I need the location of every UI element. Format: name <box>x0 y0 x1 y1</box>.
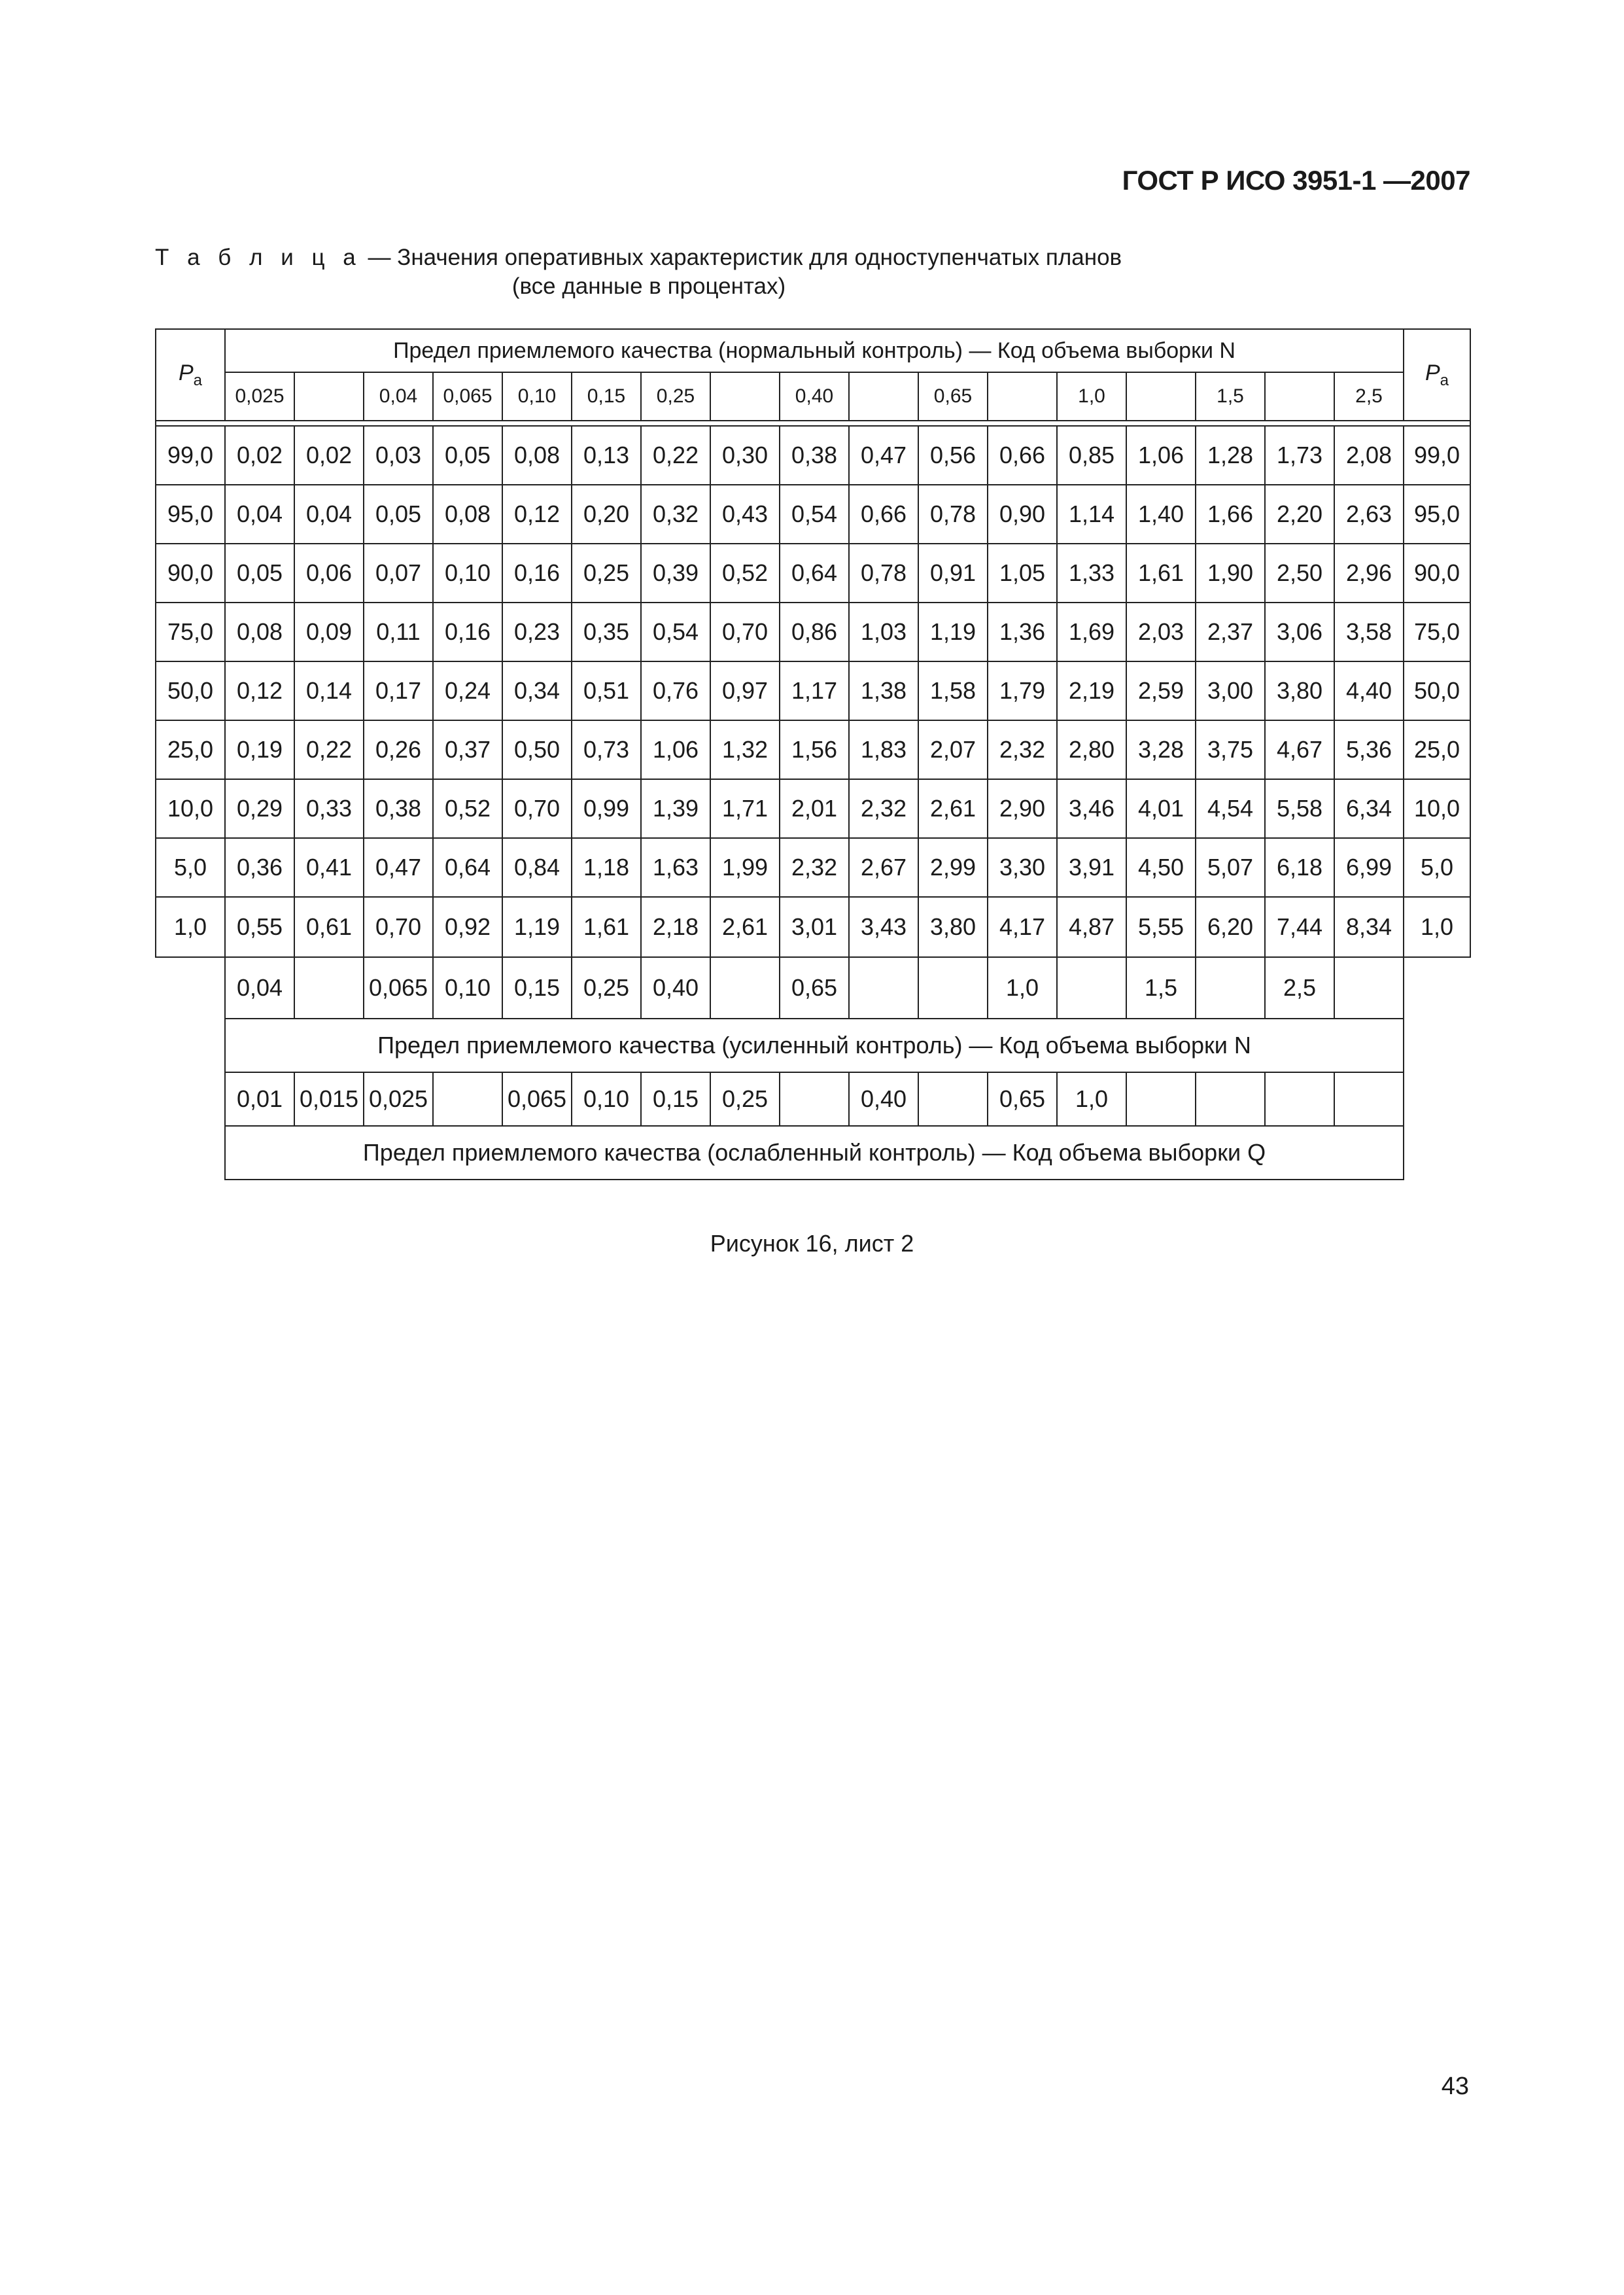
table-cell: 4,87 <box>1057 897 1126 957</box>
table-cell: 2,32 <box>849 779 918 838</box>
pa-cell-left: 5,0 <box>156 838 225 897</box>
table-cell: 0,37 <box>433 720 502 779</box>
table-cell: 1,19 <box>918 603 988 661</box>
table-cell: 1,14 <box>1057 485 1126 544</box>
tightened-inspection-title: Предел приемлемого качества (усиленный контроль) — Код объема выборки N <box>225 1019 1404 1072</box>
reduced-aql-cell: 0,15 <box>641 1072 710 1126</box>
tightened-aql-cell <box>710 957 780 1019</box>
table-cell: 0,54 <box>780 485 849 544</box>
header-row-normal-title <box>156 329 1470 372</box>
table-cell: 0,39 <box>641 544 710 603</box>
table-cell: 1,06 <box>1126 426 1196 485</box>
table-cell: 0,13 <box>572 426 641 485</box>
table-cell: 0,05 <box>364 485 433 544</box>
table-cell: 0,26 <box>364 720 433 779</box>
reduced-inspection-title: Предел приемлемого качества (ослабленный контроль) — Код объема выборки Q <box>225 1126 1404 1180</box>
pa-cell-right: 10,0 <box>1404 779 1470 838</box>
table-cell: 1,36 <box>988 603 1057 661</box>
table-cell: 0,78 <box>849 544 918 603</box>
table-cell: 4,01 <box>1126 779 1196 838</box>
table-cell: 0,78 <box>918 485 988 544</box>
reduced-aql-cell <box>780 1072 849 1126</box>
table-cell: 0,25 <box>572 544 641 603</box>
reduced-aql-cell: 1,0 <box>1057 1072 1126 1126</box>
table-cell: 0,20 <box>572 485 641 544</box>
caption-title: — Значения оперативных характеристик для одноступенчатых планов <box>361 245 1122 270</box>
table-cell: 3,00 <box>1196 661 1265 720</box>
normal-aql-cell <box>1265 372 1334 421</box>
table-cell: 6,20 <box>1196 897 1265 957</box>
pa-cell-right: 90,0 <box>1404 544 1470 603</box>
table-cell: 0,84 <box>502 838 572 897</box>
reduced-aql-cell <box>1334 1072 1404 1126</box>
normal-aql-cell: 0,15 <box>572 372 641 421</box>
reduced-aql-cell: 0,01 <box>225 1072 294 1126</box>
table-cell: 0,52 <box>433 779 502 838</box>
table-cell: 3,80 <box>1265 661 1334 720</box>
table-cell: 0,22 <box>294 720 364 779</box>
reduced-aql-row <box>156 1072 1470 1126</box>
table-cell: 0,73 <box>572 720 641 779</box>
table-cell: 0,05 <box>433 426 502 485</box>
table-cell: 5,36 <box>1334 720 1404 779</box>
table-row <box>156 838 1470 897</box>
table-cell: 5,55 <box>1126 897 1196 957</box>
table-row <box>156 603 1470 661</box>
table-cell: 2,61 <box>918 779 988 838</box>
table-cell: 0,70 <box>502 779 572 838</box>
table-cell: 0,56 <box>918 426 988 485</box>
table-cell: 1,32 <box>710 720 780 779</box>
table-cell: 0,55 <box>225 897 294 957</box>
table-cell: 1,56 <box>780 720 849 779</box>
table-cell: 0,64 <box>433 838 502 897</box>
table-cell: 2,90 <box>988 779 1057 838</box>
table-cell: 0,66 <box>988 426 1057 485</box>
table-cell: 0,99 <box>572 779 641 838</box>
table-caption <box>155 243 1143 301</box>
table-cell: 2,67 <box>849 838 918 897</box>
table-cell: 4,40 <box>1334 661 1404 720</box>
table-cell: 0,32 <box>641 485 710 544</box>
header-gap-cell <box>156 421 1470 426</box>
table-cell: 0,12 <box>502 485 572 544</box>
tightened-title-spacer-right <box>1404 1019 1470 1072</box>
table-cell: 3,28 <box>1126 720 1196 779</box>
reduced-aql-cell <box>918 1072 988 1126</box>
table-cell: 0,04 <box>225 485 294 544</box>
table-cell: 4,17 <box>988 897 1057 957</box>
table-cell: 0,19 <box>225 720 294 779</box>
normal-aql-cell <box>294 372 364 421</box>
table-cell: 0,86 <box>780 603 849 661</box>
table-cell: 2,20 <box>1265 485 1334 544</box>
normal-aql-cell <box>849 372 918 421</box>
table-cell: 2,96 <box>1334 544 1404 603</box>
table-cell: 2,32 <box>780 838 849 897</box>
table-cell: 0,23 <box>502 603 572 661</box>
table-row <box>156 720 1470 779</box>
table-cell: 1,19 <box>502 897 572 957</box>
table-cell: 0,24 <box>433 661 502 720</box>
normal-aql-cell: 0,10 <box>502 372 572 421</box>
pa-cell-left: 10,0 <box>156 779 225 838</box>
table-cell: 2,19 <box>1057 661 1126 720</box>
pa-cell-left: 90,0 <box>156 544 225 603</box>
reduced-title-row <box>156 1126 1470 1180</box>
tightened-aql-cell <box>918 957 988 1019</box>
figure-caption: Рисунок 16, лист 2 <box>710 1230 914 1257</box>
table-cell: 0,09 <box>294 603 364 661</box>
pa-cell-right: 75,0 <box>1404 603 1470 661</box>
table-cell: 0,38 <box>364 779 433 838</box>
table-cell: 4,67 <box>1265 720 1334 779</box>
tightened-title-row <box>156 1019 1470 1072</box>
pa-cell-left: 75,0 <box>156 603 225 661</box>
header-row-normal-aql <box>156 372 1470 421</box>
table-cell: 1,63 <box>641 838 710 897</box>
normal-aql-cell: 0,65 <box>918 372 988 421</box>
pa-cell-right: 5,0 <box>1404 838 1470 897</box>
table-cell: 2,80 <box>1057 720 1126 779</box>
table-cell: 0,52 <box>710 544 780 603</box>
table-cell: 0,91 <box>918 544 988 603</box>
table-cell: 1,33 <box>1057 544 1126 603</box>
table-cell: 1,83 <box>849 720 918 779</box>
reduced-spacer-left <box>156 1072 225 1126</box>
reduced-aql-cell: 0,65 <box>988 1072 1057 1126</box>
normal-aql-cell: 1,5 <box>1196 372 1265 421</box>
table-cell: 2,63 <box>1334 485 1404 544</box>
table-cell: 1,17 <box>780 661 849 720</box>
normal-aql-cell: 1,0 <box>1057 372 1126 421</box>
table-cell: 2,18 <box>641 897 710 957</box>
table-cell: 0,02 <box>225 426 294 485</box>
reduced-aql-cell: 0,065 <box>502 1072 572 1126</box>
normal-aql-cell <box>710 372 780 421</box>
tightened-aql-cell: 0,10 <box>433 957 502 1019</box>
table-cell: 0,33 <box>294 779 364 838</box>
reduced-aql-cell <box>433 1072 502 1126</box>
table-cell: 6,99 <box>1334 838 1404 897</box>
table-cell: 4,50 <box>1126 838 1196 897</box>
table-cell: 1,69 <box>1057 603 1126 661</box>
table-cell: 0,14 <box>294 661 364 720</box>
table-cell: 1,90 <box>1196 544 1265 603</box>
caption-line-2: (все данные в процентах) <box>511 273 786 299</box>
table-cell: 1,05 <box>988 544 1057 603</box>
tightened-aql-cell: 0,40 <box>641 957 710 1019</box>
table-cell: 0,08 <box>433 485 502 544</box>
tightened-aql-cell: 0,04 <box>225 957 294 1019</box>
tightened-aql-cell: 0,65 <box>780 957 849 1019</box>
table-cell: 0,41 <box>294 838 364 897</box>
tightened-aql-cell <box>1057 957 1126 1019</box>
table-cell: 3,43 <box>849 897 918 957</box>
table-row <box>156 779 1470 838</box>
table-cell: 1,66 <box>1196 485 1265 544</box>
table-cell: 2,08 <box>1334 426 1404 485</box>
table-cell: 2,37 <box>1196 603 1265 661</box>
pa-header-left: $P_a$ <box>156 329 225 421</box>
table-cell: 0,30 <box>710 426 780 485</box>
table-cell: 2,61 <box>710 897 780 957</box>
normal-aql-cell: 0,04 <box>364 372 433 421</box>
table-cell: 0,50 <box>502 720 572 779</box>
header-gap <box>156 421 1470 426</box>
table-cell: 3,80 <box>918 897 988 957</box>
tightened-title-spacer-left <box>156 1019 225 1072</box>
pa-cell-right: 25,0 <box>1404 720 1470 779</box>
table-cell: 7,44 <box>1265 897 1334 957</box>
normal-aql-cell: 0,25 <box>641 372 710 421</box>
tightened-aql-cell: 1,5 <box>1126 957 1196 1019</box>
normal-aql-cell <box>988 372 1057 421</box>
table-cell: 1,40 <box>1126 485 1196 544</box>
table-cell: 3,06 <box>1265 603 1334 661</box>
table-cell: 1,06 <box>641 720 710 779</box>
table-cell: 0,02 <box>294 426 364 485</box>
pa-cell-left: 25,0 <box>156 720 225 779</box>
table-cell: 1,03 <box>849 603 918 661</box>
table-cell: 3,46 <box>1057 779 1126 838</box>
caption-line-1 <box>155 243 1143 272</box>
table-cell: 3,01 <box>780 897 849 957</box>
normal-aql-cell: 0,065 <box>433 372 502 421</box>
table-cell: 0,47 <box>364 838 433 897</box>
table-cell: 0,36 <box>225 838 294 897</box>
table-cell: 1,28 <box>1196 426 1265 485</box>
table-cell: 5,07 <box>1196 838 1265 897</box>
table-cell: 2,03 <box>1126 603 1196 661</box>
pa-cell-right: 50,0 <box>1404 661 1470 720</box>
table-cell: 0,97 <box>710 661 780 720</box>
table-cell: 1,99 <box>710 838 780 897</box>
table-cell: 0,11 <box>364 603 433 661</box>
reduced-aql-cell <box>1196 1072 1265 1126</box>
table-cell: 0,22 <box>641 426 710 485</box>
table-cell: 1,39 <box>641 779 710 838</box>
table-cell: 0,17 <box>364 661 433 720</box>
table-cell: 0,61 <box>294 897 364 957</box>
reduced-title-spacer-right <box>1404 1126 1470 1180</box>
pa-cell-right: 99,0 <box>1404 426 1470 485</box>
table-cell: 0,70 <box>710 603 780 661</box>
table-cell: 0,64 <box>780 544 849 603</box>
table-cell: 0,43 <box>710 485 780 544</box>
table-cell: 2,01 <box>780 779 849 838</box>
table-cell: 3,75 <box>1196 720 1265 779</box>
table-cell: 0,35 <box>572 603 641 661</box>
table-cell: 0,92 <box>433 897 502 957</box>
reduced-aql-cell: 0,25 <box>710 1072 780 1126</box>
table-row <box>156 897 1470 957</box>
table-cell: 6,34 <box>1334 779 1404 838</box>
reduced-aql-cell <box>1126 1072 1196 1126</box>
table-cell: 1,61 <box>1126 544 1196 603</box>
table-cell: 0,90 <box>988 485 1057 544</box>
normal-aql-cell: 2,5 <box>1334 372 1404 421</box>
table-cell: 6,18 <box>1265 838 1334 897</box>
tightened-aql-cell <box>849 957 918 1019</box>
tightened-aql-cell: 0,15 <box>502 957 572 1019</box>
oc-values-table <box>155 328 1471 1180</box>
table-cell: 3,30 <box>988 838 1057 897</box>
tightened-aql-cell <box>1196 957 1265 1019</box>
table-cell: 0,54 <box>641 603 710 661</box>
tightened-aql-cell: 0,065 <box>364 957 433 1019</box>
page-number: 43 <box>1441 2073 1469 2100</box>
table-cell: 0,05 <box>225 544 294 603</box>
table-cell: 3,91 <box>1057 838 1126 897</box>
table-cell: 3,58 <box>1334 603 1404 661</box>
tightened-aql-row <box>156 957 1470 1019</box>
tightened-aql-cell <box>1334 957 1404 1019</box>
table-cell: 0,38 <box>780 426 849 485</box>
table-cell: 2,59 <box>1126 661 1196 720</box>
normal-inspection-title: Предел приемлемого качества (нормальный контроль) — Код объема выборки N <box>225 329 1404 372</box>
table-cell: 2,32 <box>988 720 1057 779</box>
table-cell: 2,99 <box>918 838 988 897</box>
pa-cell-left: 95,0 <box>156 485 225 544</box>
table-cell: 0,07 <box>364 544 433 603</box>
normal-aql-cell: 0,025 <box>225 372 294 421</box>
table-cell: 0,47 <box>849 426 918 485</box>
table-cell: 0,16 <box>502 544 572 603</box>
table-cell: 0,06 <box>294 544 364 603</box>
table-cell: 8,34 <box>1334 897 1404 957</box>
pa-cell-left: 99,0 <box>156 426 225 485</box>
tightened-aql-cell: 2,5 <box>1265 957 1334 1019</box>
table-cell: 0,76 <box>641 661 710 720</box>
table-cell: 0,85 <box>1057 426 1126 485</box>
table-cell: 0,08 <box>225 603 294 661</box>
table-cell: 1,61 <box>572 897 641 957</box>
tightened-spacer-left <box>156 957 225 1019</box>
pa-cell-left: 50,0 <box>156 661 225 720</box>
table-cell: 0,04 <box>294 485 364 544</box>
table-cell: 0,08 <box>502 426 572 485</box>
reduced-aql-cell <box>1265 1072 1334 1126</box>
table-cell: 4,54 <box>1196 779 1265 838</box>
reduced-aql-cell: 0,015 <box>294 1072 364 1126</box>
tightened-aql-cell <box>294 957 364 1019</box>
table-cell: 2,07 <box>918 720 988 779</box>
table-row <box>156 485 1470 544</box>
table-row <box>156 544 1470 603</box>
table-cell: 0,34 <box>502 661 572 720</box>
table-row <box>156 426 1470 485</box>
table-cell: 0,70 <box>364 897 433 957</box>
table-cell: 0,51 <box>572 661 641 720</box>
table-cell: 1,38 <box>849 661 918 720</box>
table-cell: 0,66 <box>849 485 918 544</box>
standard-designation: ГОСТ Р ИСО 3951-1 —2007 <box>1122 165 1470 196</box>
table-cell: 1,73 <box>1265 426 1334 485</box>
normal-aql-cell: 0,40 <box>780 372 849 421</box>
table-cell: 1,18 <box>572 838 641 897</box>
reduced-aql-cell: 0,10 <box>572 1072 641 1126</box>
pa-cell-left: 1,0 <box>156 897 225 957</box>
table-cell: 5,58 <box>1265 779 1334 838</box>
table-cell: 0,12 <box>225 661 294 720</box>
table-row <box>156 661 1470 720</box>
pa-header-right: $P_a$ <box>1404 329 1470 421</box>
reduced-aql-cell: 0,40 <box>849 1072 918 1126</box>
table-cell: 1,79 <box>988 661 1057 720</box>
reduced-spacer-right <box>1404 1072 1470 1126</box>
normal-aql-cell <box>1126 372 1196 421</box>
pa-cell-right: 95,0 <box>1404 485 1470 544</box>
reduced-title-spacer-left <box>156 1126 225 1180</box>
table-cell: 1,58 <box>918 661 988 720</box>
table-cell: 0,16 <box>433 603 502 661</box>
pa-cell-right: 1,0 <box>1404 897 1470 957</box>
table-cell: 1,71 <box>710 779 780 838</box>
table-cell: 0,03 <box>364 426 433 485</box>
tightened-aql-cell: 0,25 <box>572 957 641 1019</box>
tightened-spacer-right <box>1404 957 1470 1019</box>
reduced-aql-cell: 0,025 <box>364 1072 433 1126</box>
table-cell: 0,10 <box>433 544 502 603</box>
table-cell: 2,50 <box>1265 544 1334 603</box>
caption-prefix: Т а б л и ц а <box>155 245 362 270</box>
tightened-aql-cell: 1,0 <box>988 957 1057 1019</box>
table-cell: 0,29 <box>225 779 294 838</box>
